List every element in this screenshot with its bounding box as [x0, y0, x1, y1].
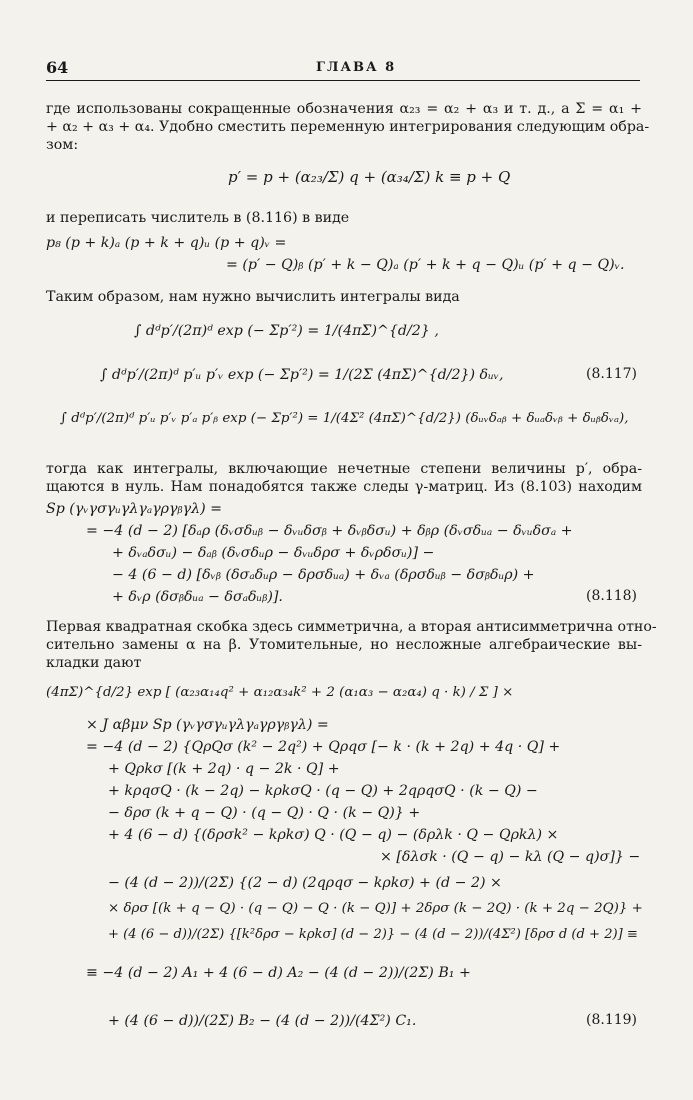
text-line: и переписать числитель в (8.116) в виде	[46, 210, 350, 226]
equation-line: + (4 (6 − d))/(2Σ) B₂ − (4 (d − 2))/(4Σ²) C₁.	[108, 1013, 417, 1029]
equation-line: × J αβμν Sp (γᵥγσγᵤγλγₐγργᵦγλ) =	[86, 717, 329, 733]
chapter-title: ГЛАВА 8	[316, 60, 397, 75]
equation-line: + 4 (6 − d) {(δρσk² − kρkσ) Q · (Q − q) − (δρλk · Q − Qρkλ) ×	[108, 827, 559, 843]
page-header	[46, 58, 640, 81]
text-line: Таким образом, нам нужно вычислить интегралы вида	[46, 289, 460, 305]
text-line: где использованы сокращенные обозначения α₂₃ = α₂ + α₃ и т. д., а Σ = α₁ +	[46, 101, 642, 117]
equation-trace: + δᵥₐδσᵤ) − δₐᵦ (δᵥσδᵤρ − δᵥᵤδρσ + δᵥρδσᵤ)] −	[112, 545, 435, 561]
text-line: Первая квадратная скобка здесь симметрична, а вторая антисимметрична отно-	[46, 619, 657, 635]
equation-numerator: = (p′ − Q)ᵦ (p′ + k − Q)ₐ (p′ + k + q − Q)ᵤ (p′ + q − Q)ᵥ.	[226, 257, 625, 273]
text-line: кладки дают	[46, 655, 142, 671]
equation-line: × [δλσk · (Q − q) − kλ (Q − q)σ]} −	[380, 849, 641, 865]
text-line: + α₂ + α₃ + α₄. Удобно сместить переменную интегрирования следующим обра-	[46, 119, 650, 135]
equation-line: − (4 (d − 2))/(2Σ) {(2 − d) (2qρqσ − kρkσ) + (d − 2) ×	[108, 875, 502, 891]
text-line: зом:	[46, 137, 79, 153]
equation-line: + Qρkσ [(k + 2q) · q − 2k · Q] +	[108, 761, 340, 777]
equation-line: + (4 (6 − d))/(2Σ) {[k²δρσ − kρkσ] (d − 2)} − (4 (d − 2))/(4Σ²) [δρσ d (d + 2)] ≡	[108, 927, 638, 942]
equation-line: ≡ −4 (d − 2) A₁ + 4 (6 − d) A₂ − (4 (d − 2))/(2Σ) B₁ +	[86, 965, 471, 981]
text-line: сительно замены α на β. Утомительные, но несложные алгебраические вы-	[46, 637, 642, 653]
equation-line: − δρσ (k + q − Q) · (q − Q) · Q · (k − Q)} +	[108, 805, 421, 821]
equation-trace: Sp (γᵥγσγᵤγλγₐγργᵦγλ) =	[46, 501, 223, 517]
equation-line: (4πΣ)^{d/2} exp [ (α₂₃α₁₄q² + α₁₂α₃₄k² + 2 (α₁α₃ − α₂α₄) q · k) / Σ ] ×	[46, 685, 514, 700]
equation-trace: + δᵥρ (δσᵦδᵤₐ − δσₐδᵤᵦ)].	[112, 589, 283, 605]
equation-numerator: p₈ (p + k)ₐ (p + k + q)ᵤ (p + q)ᵥ =	[46, 235, 287, 251]
text-line: щаются в нуль. Нам понадобятся также следы γ-матриц. Из (8.103) находим	[46, 479, 642, 495]
equation-line: = −4 (d − 2) {QρQσ (k² − 2q²) + Qρqσ [− k · (k + 2q) + 4q · Q] +	[86, 739, 561, 755]
equation-line: + kρqσQ · (k − 2q) − kρkσQ · (q − Q) + 2qρqσQ · (k − Q) −	[108, 783, 538, 799]
equation-integral: ∫ dᵈp′/(2π)ᵈ p′ᵤ p′ᵥ exp (− Σp′²) = 1/(2Σ (4πΣ)^{d/2}) δᵤᵥ,	[100, 367, 504, 383]
equation-integral: ∫ dᵈp′/(2π)ᵈ p′ᵤ p′ᵥ p′ₐ p′ᵦ exp (− Σp′²) = 1/(4Σ² (4πΣ)^{d/2}) (δᵤᵥδₐᵦ + δᵤₐδᵥᵦ + δᵤᵦδᵥₐ),	[60, 411, 629, 426]
text-line: тогда как интегралы, включающие нечетные степени величины p′, обра-	[46, 461, 642, 477]
page-number: 64	[46, 58, 69, 77]
equation-number: (8.117)	[586, 366, 638, 382]
equation-shift: p′ = p + (α₂₃/Σ) q + (α₃₄/Σ) k ≡ p + Q	[228, 168, 511, 186]
equation-line: × δρσ [(k + q − Q) · (q − Q) − Q · (k − Q)] + 2δρσ (k − 2Q) · (k + 2q − 2Q)} +	[108, 901, 643, 916]
equation-number: (8.119)	[586, 1012, 638, 1028]
equation-trace: = −4 (d − 2) [δₐρ (δᵥσδᵤᵦ − δᵥᵤδσᵦ + δᵥᵦδσᵤ) + δᵦρ (δᵥσδᵤₐ − δᵥᵤδσₐ +	[86, 523, 573, 539]
equation-trace: − 4 (6 − d) [δᵥᵦ (δσₐδᵤρ − δρσδᵤₐ) + δᵥₐ (δρσδᵤᵦ − δσᵦδᵤρ) +	[112, 567, 535, 583]
equation-integral: ∫ dᵈp′/(2π)ᵈ exp (− Σp′²) = 1/(4πΣ)^{d/2} ,	[134, 323, 439, 339]
equation-number: (8.118)	[586, 588, 638, 604]
